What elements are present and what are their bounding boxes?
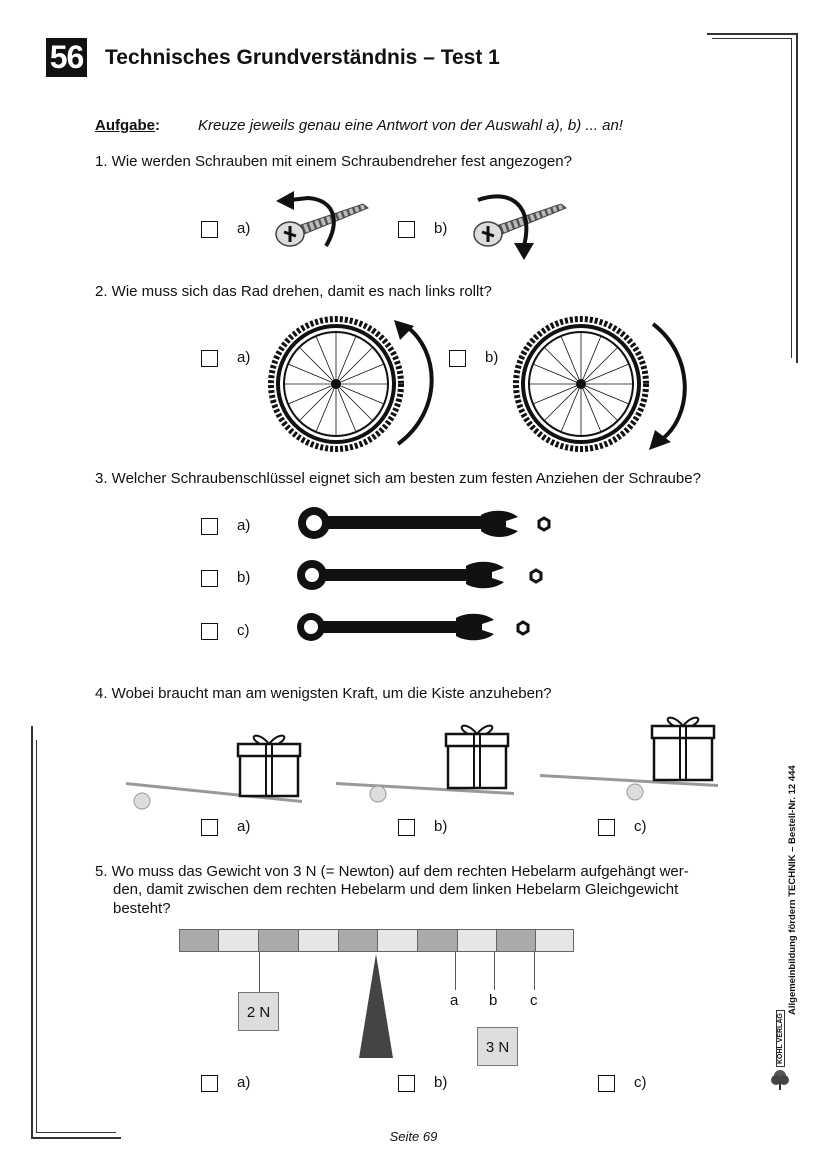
left-weight: 2 N [238, 992, 279, 1031]
checkbox-q4-a[interactable] [201, 819, 218, 836]
beam-segment [179, 929, 219, 952]
tree-logo-icon [770, 1068, 792, 1092]
gift-box-a-icon [238, 736, 300, 796]
option-q5-c: c) [634, 1074, 647, 1091]
lever-c [540, 718, 718, 800]
screw-counterclockwise-image [268, 188, 378, 258]
checkbox-q3-a[interactable] [201, 518, 218, 535]
page-title: Technisches Grundverständnis – Test 1 [105, 46, 500, 69]
question-5-line-1: 5. Wo muss das Gewicht von 3 N (= Newton) auf dem rechten Hebelarm aufgehängt wer- [95, 863, 689, 880]
checkbox-q4-c[interactable] [598, 819, 615, 836]
checkbox-q1-a[interactable] [201, 221, 218, 238]
left-weight-string [259, 952, 260, 992]
wheel-clockwise-image [513, 316, 698, 456]
beam-segment [457, 929, 497, 952]
option-q4-a: a) [237, 818, 251, 835]
checkbox-q4-b[interactable] [398, 819, 415, 836]
lever-b [336, 726, 514, 802]
option-q3-a: a) [237, 517, 251, 534]
position-a-label: a [450, 992, 459, 1009]
frame-top-line-inner [712, 38, 792, 39]
beam-segment [338, 929, 378, 952]
checkbox-q3-b[interactable] [201, 570, 218, 587]
question-5-line-2: den, damit zwischen dem rechten Hebelarm und dem linken Hebelarm Gleichgewicht [113, 881, 679, 898]
beam-segment [258, 929, 299, 952]
option-q5-b: b) [434, 1074, 448, 1091]
beam-segment [496, 929, 536, 952]
option-q1-a: a) [237, 220, 251, 237]
lever-boxes-image [122, 712, 722, 812]
option-q2-a: a) [237, 349, 251, 366]
option-q3-b: b) [237, 569, 251, 586]
wheel-counterclockwise-image [268, 316, 448, 456]
beam-segment [377, 929, 418, 952]
position-c-label: c [530, 992, 538, 1009]
position-a-line [455, 952, 456, 990]
publisher-logo: KOHL VERLAG [776, 1010, 785, 1067]
checkbox-q5-a[interactable] [201, 1075, 218, 1092]
checkbox-q1-b[interactable] [398, 221, 415, 238]
task-instruction: Kreuze jeweils genau eine Antwort von der Auswahl a), b) ... an! [198, 117, 623, 134]
frame-right-line [796, 33, 798, 363]
position-b-label: b [489, 992, 498, 1009]
position-c-line [534, 952, 535, 990]
task-colon: : [155, 117, 160, 134]
question-2: 2. Wie muss sich das Rad drehen, damit es nach links rollt? [95, 283, 492, 300]
frame-top-line [707, 33, 797, 35]
option-q4-c: c) [634, 818, 647, 835]
frame-left-line-inner [36, 740, 37, 1133]
question-4: 4. Wobei braucht man am wenigsten Kraft, um die Kiste anzuheben? [95, 685, 552, 702]
checkbox-q5-b[interactable] [398, 1075, 415, 1092]
checkbox-q2-a[interactable] [201, 350, 218, 367]
lever-beam [179, 929, 574, 952]
option-q3-c: c) [237, 622, 250, 639]
beam-segment [218, 929, 259, 952]
screw-clockwise-image [466, 188, 576, 263]
question-3: 3. Welcher Schraubenschlüssel eignet sich am besten zum festen Anziehen der Schraube? [95, 470, 701, 487]
beam-segment [417, 929, 458, 952]
page-footer: Seite 69 [389, 1129, 438, 1144]
option-q1-b: b) [434, 220, 448, 237]
order-number-sidebar: Allgemeinbildung fördern TECHNIK – Bestell-Nr. 12 444 [787, 765, 798, 1015]
frame-right-line-inner [791, 38, 792, 358]
question-1: 1. Wie werden Schrauben mit einem Schraubendreher fest angezogen? [95, 153, 572, 170]
option-q5-a: a) [237, 1074, 251, 1091]
fulcrum-icon [355, 952, 397, 1060]
option-q4-b: b) [434, 818, 448, 835]
beam-segment [535, 929, 574, 952]
question-5-line-3: besteht? [113, 900, 171, 917]
wrench-c-icon [297, 613, 528, 641]
checkbox-q3-c[interactable] [201, 623, 218, 640]
gift-box-c-icon [652, 718, 714, 780]
wrench-a-icon [298, 507, 549, 539]
wrench-b-icon [297, 560, 541, 590]
right-weight: 3 N [477, 1027, 518, 1066]
lever-a [126, 736, 302, 809]
position-b-line [494, 952, 495, 990]
task-label: Aufgabe [95, 117, 155, 134]
frame-left-line [31, 726, 33, 1138]
page-number-badge: 56 [46, 38, 87, 77]
checkbox-q5-c[interactable] [598, 1075, 615, 1092]
beam-segment [298, 929, 339, 952]
gift-box-b-icon [446, 726, 508, 788]
checkbox-q2-b[interactable] [449, 350, 466, 367]
wrenches-image [296, 505, 561, 655]
option-q2-b: b) [485, 349, 499, 366]
